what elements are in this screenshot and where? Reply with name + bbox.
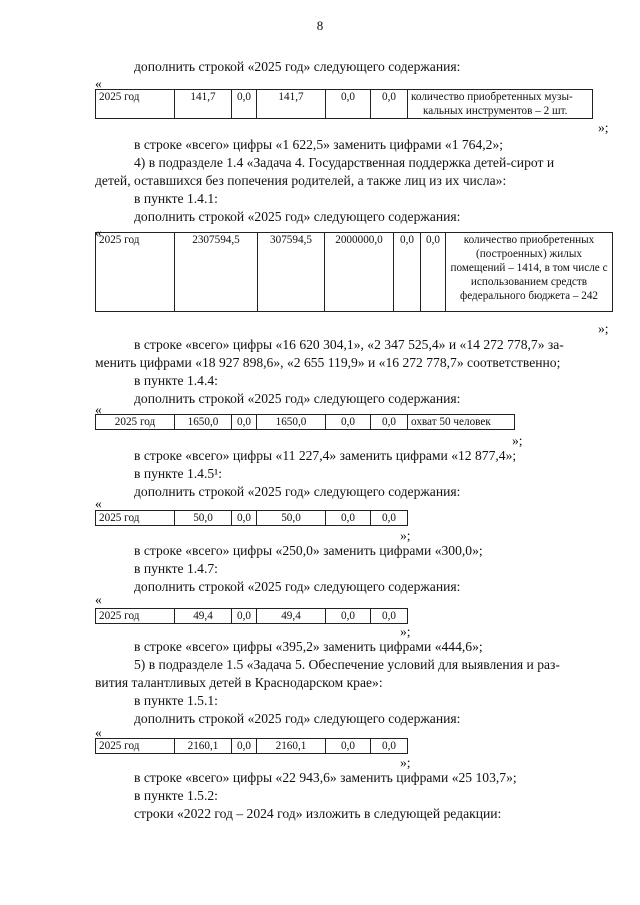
open-quote: «	[95, 496, 102, 511]
table-cell: 2025 год	[96, 90, 175, 119]
paragraph-line: в пункте 1.5.1:	[134, 693, 218, 708]
table-row-2025	[95, 608, 408, 624]
paragraph-line: детей, оставшихся без попечения родителей, а также лиц из их числа»:	[95, 173, 507, 188]
table-cell: 50,0	[175, 511, 232, 526]
paragraph-line: дополнить строкой «2025 год» следующего содержания:	[134, 391, 461, 406]
close-quote: »;	[400, 528, 411, 543]
paragraph-line: в пункте 1.5.2:	[134, 788, 218, 803]
paragraph-line: в строке «всего» цифры «250,0» заменить цифрами «300,0»;	[134, 543, 483, 558]
table-row-2025	[95, 414, 515, 430]
table-cell: 0,0	[371, 90, 408, 119]
table-cell: 0,0	[371, 415, 408, 430]
paragraph-line: менить цифрами «18 927 898,6», «2 655 119,9» и «16 272 778,7» соответственно;	[95, 355, 561, 370]
table-cell-description: охват 50 человек	[408, 415, 515, 430]
table-cell: 0,0	[232, 739, 257, 754]
paragraph-line: в пункте 1.4.7:	[134, 561, 218, 576]
table-row-2025	[95, 738, 408, 754]
table-cell: 2307594,5	[175, 233, 258, 312]
table-cell: 1650,0	[257, 415, 326, 430]
table-cell: 1650,0	[175, 415, 232, 430]
close-quote: »;	[598, 321, 609, 336]
paragraph-line: в строке «всего» цифры «395,2» заменить цифрами «444,6»;	[134, 639, 483, 654]
paragraph-line: дополнить строкой «2025 год» следующего содержания:	[134, 59, 461, 74]
paragraph-line: дополнить строкой «2025 год» следующего содержания:	[134, 579, 461, 594]
table-cell: 0,0	[371, 511, 408, 526]
table-cell: 50,0	[257, 511, 326, 526]
table-cell: 0,0	[371, 609, 408, 624]
close-quote: »;	[400, 624, 411, 639]
table-cell: 2025 год	[96, 511, 175, 526]
description-line: кальных инструментов – 2 шт.	[423, 105, 568, 117]
table-cell: 2025 год	[96, 415, 175, 430]
table-cell: 49,4	[175, 609, 232, 624]
paragraph-line: 4) в подразделе 1.4 «Задача 4. Государственная поддержка детей-сирот и	[134, 155, 555, 170]
paragraph-line: 5) в подразделе 1.5 «Задача 5. Обеспечение условий для выявления и раз-	[134, 657, 560, 672]
description-line: количество приобретенных музы-	[411, 91, 573, 103]
table-cell: 307594,5	[258, 233, 325, 312]
table-cell: 2000000,0	[325, 233, 394, 312]
paragraph-line: в строке «всего» цифры «16 620 304,1», «2 347 525,4» и «14 272 778,7» за-	[134, 337, 564, 352]
paragraph-line: дополнить строкой «2025 год» следующего содержания:	[134, 209, 461, 224]
paragraph-line: вития талантливых детей в Краснодарском крае»:	[95, 675, 383, 690]
open-quote: «	[95, 725, 102, 740]
table-row-2025	[95, 89, 593, 119]
paragraph-line: в строке «всего» цифры «1 622,5» заменить цифрами «1 764,2»;	[134, 137, 504, 152]
open-quote: «	[95, 225, 102, 240]
table-cell-description	[408, 90, 593, 119]
open-quote: «	[95, 592, 102, 607]
table-cell-description: количество приобретенных (построенных) жилых помещений – 1414, в том числе с использованием средств федерального бюджета – 242	[446, 233, 613, 312]
paragraph-line: строки «2022 год – 2024 год» изложить в следующей редакции:	[134, 806, 502, 821]
paragraph-line: в пункте 1.4.5¹:	[134, 466, 223, 481]
table-cell: 2025 год	[96, 233, 175, 312]
table-cell: 2025 год	[96, 739, 175, 754]
table-cell: 0,0	[232, 415, 257, 430]
table-cell: 0,0	[326, 609, 371, 624]
table-cell: 0,0	[232, 609, 257, 624]
close-quote: »;	[400, 755, 411, 770]
table-cell: 0,0	[421, 233, 446, 312]
table-cell: 0,0	[394, 233, 421, 312]
table-cell: 0,0	[232, 511, 257, 526]
open-quote: «	[95, 402, 102, 417]
open-quote: «	[95, 76, 102, 91]
page-number: 8	[316, 18, 324, 33]
table-cell: 2160,1	[175, 739, 232, 754]
paragraph-line: дополнить строкой «2025 год» следующего содержания:	[134, 484, 461, 499]
paragraph-line: в пункте 1.4.4:	[134, 373, 218, 388]
table-cell: 0,0	[371, 739, 408, 754]
table-row-2025	[95, 232, 613, 312]
table-cell: 141,7	[257, 90, 326, 119]
table-row-2025	[95, 510, 408, 526]
table-cell: 2160,1	[257, 739, 326, 754]
paragraph-line: в пункте 1.4.1:	[134, 191, 218, 206]
paragraph-line: в строке «всего» цифры «22 943,6» заменить цифрами «25 103,7»;	[134, 770, 517, 785]
close-quote: »;	[598, 120, 609, 135]
table-cell: 49,4	[257, 609, 326, 624]
table-cell: 0,0	[326, 739, 371, 754]
table-cell: 141,7	[175, 90, 232, 119]
close-quote: »;	[512, 433, 523, 448]
paragraph-line: дополнить строкой «2025 год» следующего содержания:	[134, 711, 461, 726]
table-cell: 0,0	[326, 90, 371, 119]
table-cell: 2025 год	[96, 609, 175, 624]
table-cell: 0,0	[232, 90, 257, 119]
table-cell: 0,0	[326, 415, 371, 430]
paragraph-line: в строке «всего» цифры «11 227,4» заменить цифрами «12 877,4»;	[134, 448, 517, 463]
table-cell: 0,0	[326, 511, 371, 526]
